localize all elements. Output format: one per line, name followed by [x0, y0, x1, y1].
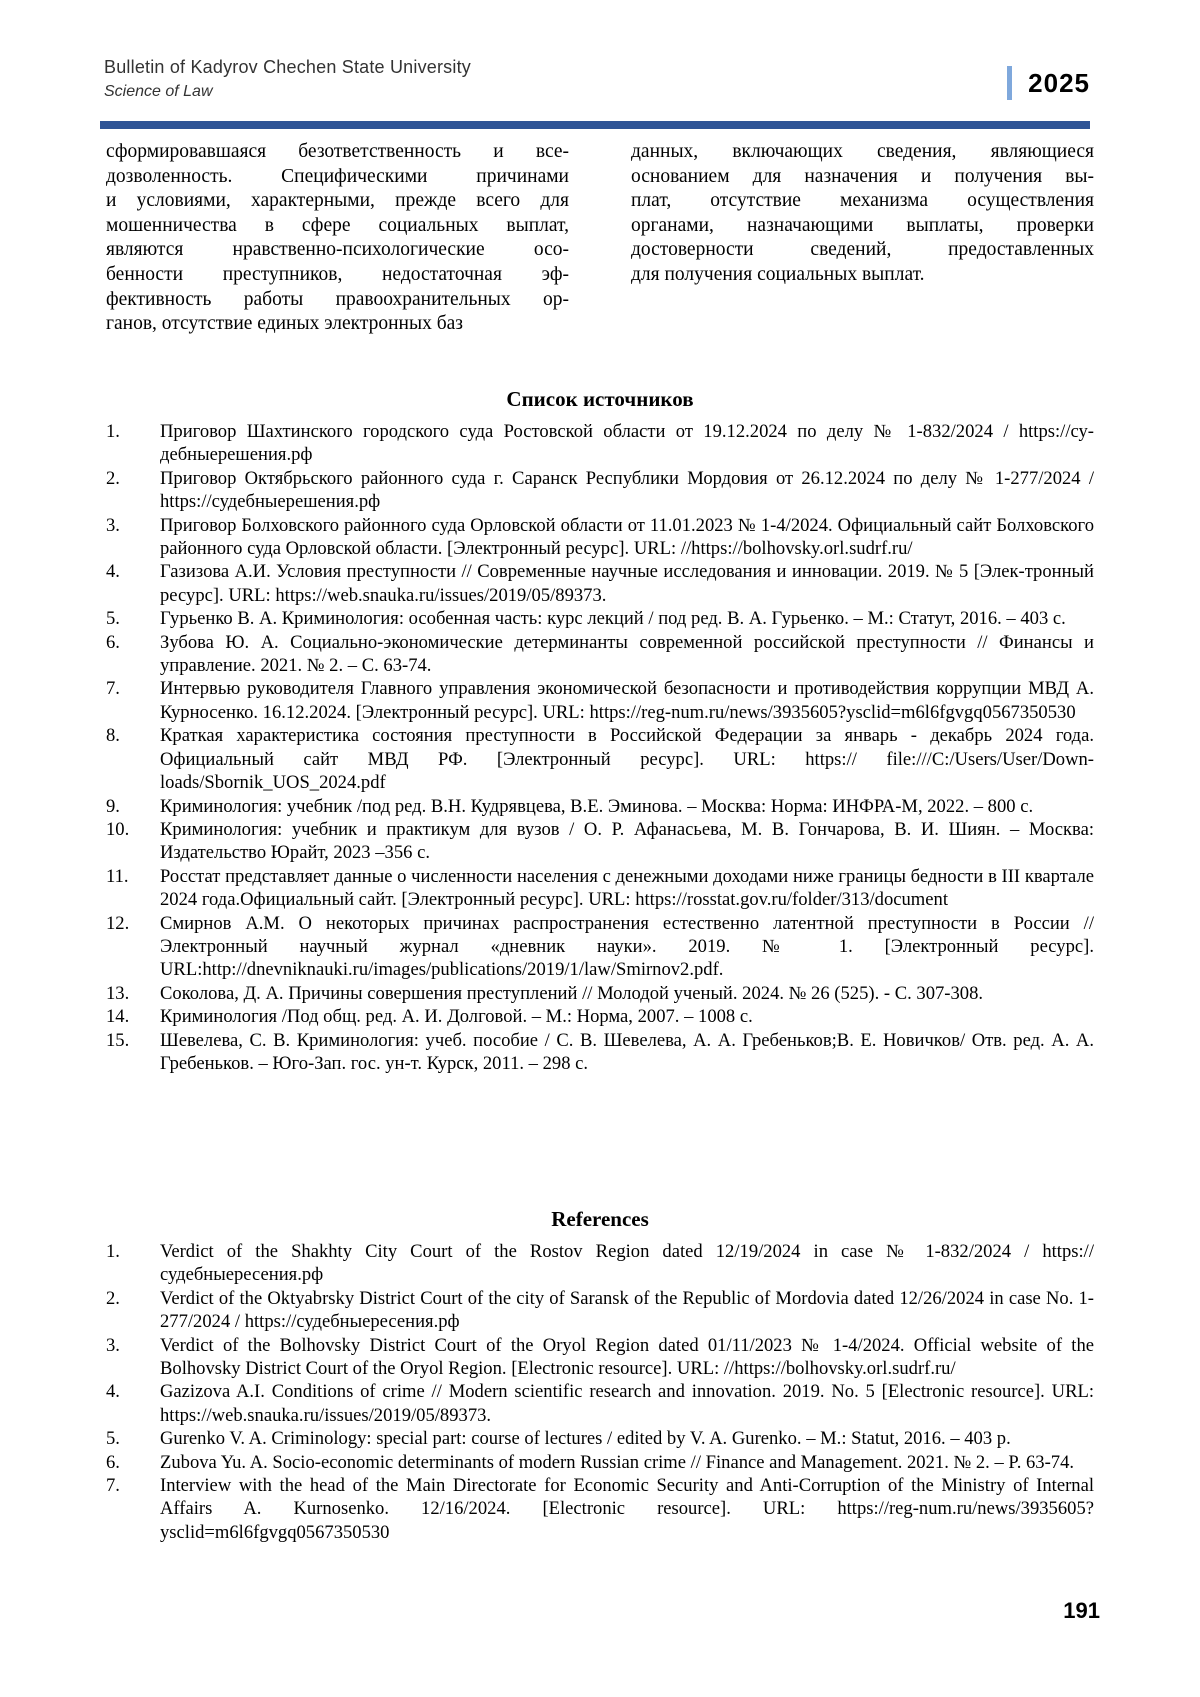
reference-item	[106, 865, 1094, 912]
paragraph-line: ганов, отсутствие единых электронных баз	[106, 313, 463, 335]
paragraph-line: плат, отсутствие механизма осуществления	[631, 190, 1094, 212]
reference-text: Криминология /Под общ. ред. А. И. Долговой. – М.: Норма, 2007. – 1008 с.	[160, 1006, 753, 1028]
sources-heading: Список источников	[506, 387, 694, 411]
references-heading: References	[551, 1207, 649, 1231]
reference-text: Соколова, Д. А. Причины совершения преступлений // Молодой ученый. 2024. № 26 (525). - С. 307-308.	[160, 982, 984, 1004]
reference-number: 2.	[106, 1287, 120, 1309]
journal-title: Bulletin of Kadyrov Chechen State University	[104, 57, 471, 77]
reference-text: Zubova Yu. A. Socio-economic determinants of modern Russian crime // Finance and Management. 2021. № 2. – P. 63-74.	[160, 1451, 1075, 1473]
journal-subtitle: Science of Law	[104, 83, 213, 100]
reference-item	[106, 514, 1094, 561]
article-column-left	[106, 140, 569, 337]
reference-item	[106, 1029, 1094, 1076]
page-number: 191	[1063, 1598, 1100, 1623]
reference-item	[106, 1287, 1094, 1334]
reference-number: 4.	[106, 561, 120, 583]
reference-item	[106, 795, 1094, 818]
year-label: 2025	[1028, 67, 1090, 98]
references-list	[106, 1240, 1094, 1544]
reference-text: Газизова А.И. Условия преступности // Современные научные исследования и инновации. 2019. № 5 [Элек-тронный ресурс]. URL: https://web.snauka.ru/issues/2019/05/89373.	[160, 561, 1094, 606]
reference-item	[106, 724, 1094, 794]
reference-number: 9.	[106, 795, 120, 817]
reference-number: 1.	[106, 1241, 120, 1262]
reference-text: Interview with the head of the Main Directorate for Economic Security and Anti-Corruption of the Ministry of Internal Affairs A. Kurnosenko. 12/16/2024. [Electronic resource]. URL: https://reg-num.ru/news/3935605?ysclid=m6l6fgvgq0567350530	[160, 1475, 1094, 1543]
reference-item	[106, 607, 1094, 630]
paragraph-line: сформировавшаяся безответственность и все-	[106, 141, 569, 162]
reference-item	[106, 420, 1094, 467]
reference-item	[106, 912, 1094, 982]
paragraph-line: для получения социальных выплат.	[631, 263, 925, 285]
year-badge	[1007, 66, 1090, 100]
reference-text: Приговор Октябрьского районного суда г. Саранск Республики Мордовия от 26.12.2024 по делу № 1-277/2024 / https://судебныерешения.рф	[160, 467, 1094, 513]
reference-item	[106, 1474, 1094, 1544]
reference-number: 3.	[106, 514, 120, 536]
reference-number: 6.	[106, 1451, 120, 1473]
reference-text: Приговор Шахтинского городского суда Ростовской области от 19.12.2024 по делу № 1-832/2024 / https://су-дебныерешения.рф	[160, 421, 1094, 466]
reference-text: Смирнов А.М. О некоторых причинах распространения естественно латентной преступности в России // Электронный научный журнал «дневник науки». 2019. № 1. [Электронный ресурс]. URL:http://dnevniknauki.ru/images/publications/2019/1/law/Smirnov2.pdf.	[160, 912, 1094, 981]
reference-number: 8.	[106, 725, 120, 747]
reference-number: 2.	[106, 467, 120, 489]
reference-item	[106, 1451, 1094, 1474]
reference-number: 11.	[106, 865, 129, 887]
reference-item	[106, 818, 1094, 865]
reference-text: Краткая характеристика состояния преступности в Российской Федерации за январь - декабрь 2024 года. Официальный сайт МВД РФ. [Электронный ресурс]. URL: https:// file:///C:/Users/User/Down-loads/Sbornik_UOS_2024.pdf	[160, 725, 1094, 794]
paragraph-line: бенности преступников, недостаточная эф-	[106, 263, 569, 285]
reference-text: Приговор Болховского районного суда Орловской области от 11.01.2023 № 1-4/2024. Официальный сайт Болховского районного суда Орловской области. [Электронный ресурс]. URL: //https://bolhovsky.orl.sudrf.ru/	[160, 514, 1094, 560]
reference-number: 6.	[106, 631, 120, 653]
reference-text: Verdict of the Shakhty City Court of the Rostov Region dated 12/19/2024 in case № 1-832/2024 / https://судебныересения.рф	[160, 1241, 1094, 1286]
reference-number: 7.	[106, 1475, 120, 1497]
paragraph-line: достоверности сведений, предоставленных	[631, 239, 1094, 261]
sources-section	[106, 386, 1094, 1075]
reference-number: 12.	[106, 912, 130, 934]
reference-number: 5.	[106, 1428, 120, 1450]
paragraph-line: основанием для назначения и получения вы-	[631, 165, 1094, 187]
reference-item	[106, 1240, 1094, 1287]
reference-item	[106, 982, 1094, 1005]
paragraph-line: дозволенность. Специфическими причинами	[106, 165, 569, 187]
reference-number: 3.	[106, 1334, 120, 1356]
reference-item	[106, 677, 1094, 724]
reference-item	[106, 1005, 1094, 1028]
reference-text: Verdict of the Bolhovsky District Court of the Oryol Region dated 01/11/2023 № 1-4/2024. Official website of the Bolhovsky District Court of the Oryol Region. [Electronic resource]. URL: //https://bolhovsky.orl.sudrf.ru/	[160, 1334, 1094, 1380]
reference-number: 15.	[106, 1029, 130, 1051]
article-column-right	[631, 140, 1094, 337]
sources-list	[106, 420, 1094, 1075]
reference-item	[106, 1380, 1094, 1427]
reference-item	[106, 467, 1094, 514]
reference-number: 10.	[106, 818, 130, 840]
reference-number: 5.	[106, 608, 120, 630]
reference-number: 7.	[106, 678, 120, 700]
reference-text: Зубова Ю. А. Социально-экономические детерминанты современной российской преступности // Финансы и управление. 2021. № 2. – С. 63-74.	[160, 631, 1094, 677]
paragraph-line: и условиями, характерными, прежде всего для	[106, 190, 569, 212]
paragraph-line: органами, назначающими выплаты, проверки	[631, 214, 1094, 236]
reference-number: 14.	[106, 1006, 130, 1028]
reference-text: Gurenko V. A. Criminology: special part: course of lectures / edited by V. A. Gurenko. – M.: Statut, 2016. – 403 p.	[160, 1428, 1011, 1450]
paragraph-line: мошенничества в сфере социальных выплат,	[106, 214, 569, 236]
paragraph-line: фективность работы правоохранительных ор-	[106, 288, 569, 310]
article-body	[106, 140, 1094, 337]
reference-text: Gazizova A.I. Conditions of crime // Modern scientific research and innovation. 2019. No. 5 [Electronic resource]. URL: https://web.snauka.ru/issues/2019/05/89373.	[160, 1381, 1094, 1426]
reference-item	[106, 1334, 1094, 1381]
reference-text: Гурьенко В. А. Криминология: особенная часть: курс лекций / под ред. В. А. Гурьенко. – М.: Статут, 2016. – 403 с.	[160, 608, 1066, 630]
reference-text: Криминология: учебник и практикум для вузов / О. Р. Афанасьева, М. В. Гончарова, В. И. Шиян. – Москва: Издательство Юрайт, 2023 –356 с.	[160, 818, 1094, 864]
reference-text: Криминология: учебник /под ред. В.Н. Кудрявцева, В.Е. Эминова. – Москва: Норма: ИНФРА-М, 2022. – 800 с.	[160, 795, 1034, 817]
reference-item	[106, 560, 1094, 607]
reference-text: Шевелева, С. В. Криминология: учеб. пособие / С. В. Шевелева, А. А. Гребеньков;В. Е. Новичков/ Отв. ред. А. А. Гребеньков. – Юго-Зап. гос. ун-т. Курск, 2011. – 298 с.	[160, 1029, 1094, 1074]
reference-text: Интервью руководителя Главного управления экономической безопасности и противодействия коррупции МВД А. Курносенко. 16.12.2024. [Электронный ресурс]. URL: https://reg-num.ru/news/3935605?ysclid=m6l6fgvgq0567350530	[160, 678, 1094, 723]
reference-item	[106, 1427, 1094, 1450]
header-rule	[100, 121, 1090, 129]
page-header	[104, 56, 1094, 116]
reference-item	[106, 631, 1094, 678]
year-accent-bar	[1007, 66, 1012, 100]
paragraph-line: данных, включающих сведения, являющиеся	[631, 141, 1094, 162]
reference-number: 4.	[106, 1381, 120, 1403]
reference-number: 13.	[106, 982, 130, 1004]
reference-number: 1.	[106, 421, 120, 442]
paragraph-line: являются нравственно-психологические осо-	[106, 239, 569, 261]
reference-text: Росстат представляет данные о численности населения с денежными доходами ниже границы бедности в III квартале 2024 года.Официальный сайт. [Электронный ресурс]. URL: https://rosstat.gov.ru/folder/313/document	[160, 865, 1094, 911]
reference-text: Verdict of the Oktyabrsky District Court of the city of Saransk of the Republic of Mordovia dated 12/26/2024 in case No. 1-277/2024 / https://судебныересения.рф	[160, 1287, 1094, 1333]
references-section	[106, 1206, 1094, 1544]
